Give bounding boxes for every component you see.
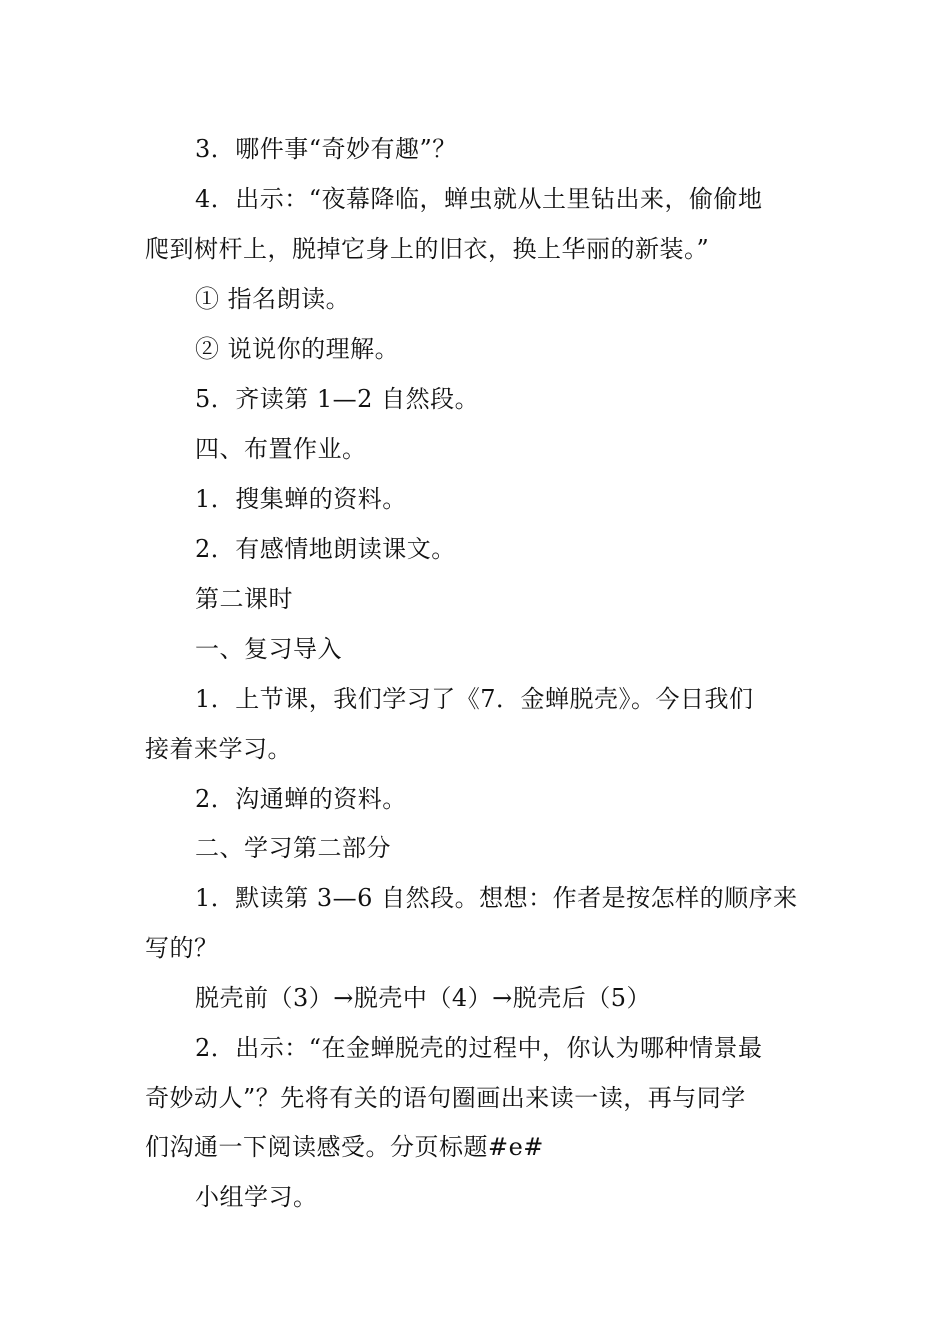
text-line: 5．齐读第 1—2 自然段。 [195,385,480,413]
text-line: 脱壳前（3）→脱壳中（4）→脱壳后（5） [195,984,652,1012]
section-heading: 二、学习第二部分 [195,834,391,862]
text-line: 奇妙动人”？先将有关的语句圈画出来读一读，再与同学 [145,1084,746,1112]
text-line: 1．搜集蝉的资料。 [195,485,407,513]
text-line: ② 说说你的理解。 [195,335,400,363]
text-line: 2．沟通蝉的资料。 [195,785,407,813]
text-line: 4．出示：“夜幕降临，蝉虫就从土里钻出来，偷偷地 [195,185,763,213]
text-line: 小组学习。 [195,1183,318,1211]
text-line: 1．默读第 3—6 自然段。想想：作者是按怎样的顺序来 [195,884,798,912]
text-line: 1．上节课，我们学习了《7．金蝉脱壳》。今日我们 [195,685,754,713]
text-line: ① 指名朗读。 [195,285,351,313]
section-heading: 四、布置作业。 [195,435,367,463]
text-line: 2．有感情地朗读课文。 [195,535,456,563]
lesson-heading: 第二课时 [195,585,293,613]
text-line: 写的？ [145,934,219,962]
text-line: 接着来学习。 [145,735,292,763]
section-heading: 一、复习导入 [195,635,342,663]
text-line: 2．出示：“在金蝉脱壳的过程中，你认为哪种情景最 [195,1034,763,1062]
text-line: 爬到树杆上，脱掉它身上的旧衣，换上华丽的新装。” [145,235,710,263]
text-line: 3．哪件事“奇妙有趣”？ [195,135,457,163]
text-line: 们沟通一下阅读感受。分页标题#e# [145,1133,544,1161]
